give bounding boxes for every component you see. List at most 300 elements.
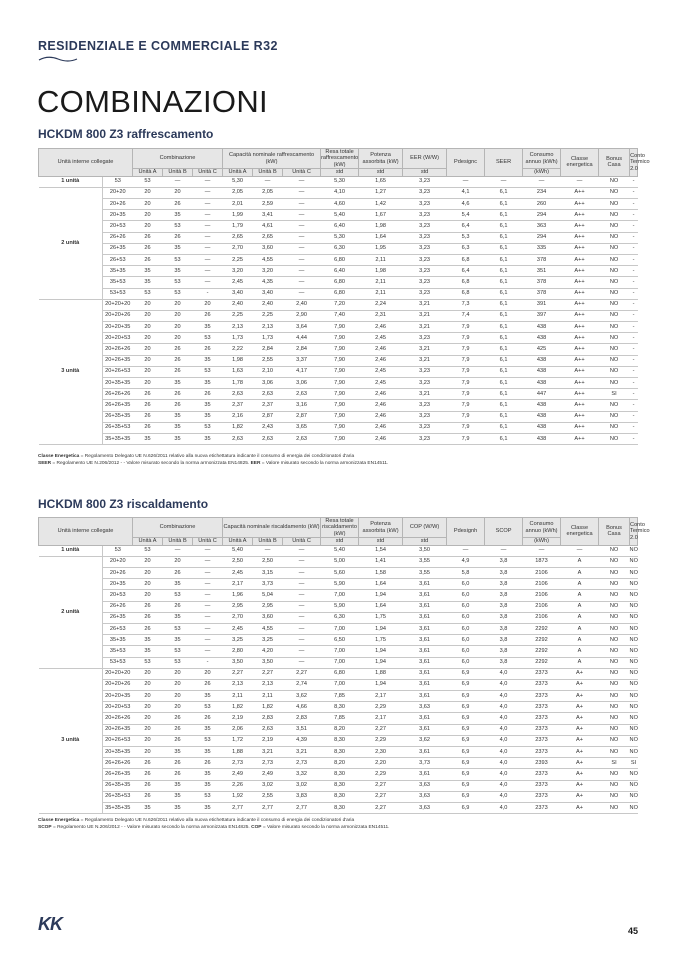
table-cell: 1,73: [253, 333, 283, 344]
table-cell: 1,94: [359, 590, 403, 601]
table-cell: 20: [193, 668, 223, 679]
table-cell: 8,30: [321, 791, 359, 802]
table-cell: 4,66: [283, 702, 321, 713]
table-cell: 20: [163, 310, 193, 321]
table-cell: 8,30: [321, 780, 359, 791]
table-cell: 7,9: [447, 322, 485, 333]
table-cell: NO: [599, 780, 630, 791]
table-cell: 1,64: [359, 601, 403, 612]
note-term: Classe Energetica: [38, 454, 80, 459]
table-cell: 26+35: [103, 612, 133, 623]
table-cell: 7,90: [321, 355, 359, 366]
table-row: [39, 612, 638, 623]
table-row: [39, 691, 638, 702]
table-cell: 20: [163, 556, 193, 567]
table-cell: 2,40: [283, 299, 321, 310]
table-cell: NO: [630, 601, 638, 612]
table-cell: 1,94: [359, 646, 403, 657]
table-cell: 3,20: [253, 266, 283, 277]
table-header-cell: Unità A: [223, 169, 253, 176]
table-cell: 3,55: [403, 556, 447, 567]
table-cell: 1,98: [359, 221, 403, 232]
table-cell: 6,80: [321, 668, 359, 679]
table-cell: 6,8: [447, 254, 485, 265]
table-cell: 35: [163, 612, 193, 623]
table-cell: 4,10: [321, 187, 359, 198]
table-cell: 26: [163, 400, 193, 411]
table-cell: 260: [523, 199, 561, 210]
table-cell: -: [630, 277, 638, 288]
table-header-cell: std: [403, 538, 447, 545]
table-cell: A++: [561, 366, 599, 377]
table-cell: 2,65: [223, 232, 253, 243]
table-cell: NO: [599, 333, 630, 344]
table-cell: 6,0: [447, 635, 485, 646]
table-cell: 2,25: [223, 254, 253, 265]
table-cell: —: [283, 646, 321, 657]
table-header-cell: Resa totale raffrescamento (kW): [321, 149, 359, 168]
table-cell: A++: [561, 210, 599, 221]
table-cell: 1,96: [223, 590, 253, 601]
table-row: [39, 310, 638, 321]
page-number: 45: [627, 926, 638, 936]
table-cell: —: [193, 545, 223, 556]
table-cell: 6,80: [321, 288, 359, 299]
table-cell: 6,30: [321, 612, 359, 623]
table-cell: 3,23: [403, 254, 447, 265]
table-cell: 3,21: [403, 344, 447, 355]
section-header: RESIDENZIALE E COMMERCIALE R32: [38, 39, 278, 53]
table-cell: 6,1: [485, 422, 523, 433]
table-cell: 53: [163, 221, 193, 232]
table-cell: A: [561, 601, 599, 612]
table-cell: 7,90: [321, 333, 359, 344]
table-cell: 2,46: [359, 389, 403, 400]
table-cell: NO: [599, 556, 630, 567]
table-cell: NO: [599, 355, 630, 366]
note-term: SEER: [38, 461, 52, 466]
table-header-cell: COP (W/W): [403, 518, 447, 538]
table-cell: 2,49: [223, 769, 253, 780]
table-cell: 6,30: [321, 243, 359, 254]
table-cell: -: [630, 389, 638, 400]
table-cell: 26: [163, 601, 193, 612]
table-cell: 26: [133, 623, 163, 634]
table-cell: —: [283, 232, 321, 243]
table-cell: 2,46: [359, 422, 403, 433]
table-cell: 35: [193, 691, 223, 702]
table-cell: 1,98: [223, 355, 253, 366]
table-cell: 35: [133, 802, 163, 813]
table-cell: 2,63: [253, 724, 283, 735]
table-cell: 26: [133, 422, 163, 433]
table-cell: 3,65: [283, 422, 321, 433]
table-cell: —: [193, 221, 223, 232]
table-cell: 20: [163, 333, 193, 344]
table-cell: 2,31: [359, 310, 403, 321]
table-cell: 20: [133, 366, 163, 377]
table-cell: 7,85: [321, 691, 359, 702]
table-cell: —: [561, 545, 599, 556]
table-cell: NO: [599, 568, 630, 579]
table-cell: 2,17: [223, 579, 253, 590]
table-header-cell: SEER: [485, 149, 523, 177]
table-cell: 2,45: [223, 568, 253, 579]
table-cell: 6,1: [485, 221, 523, 232]
table-cell: 5,30: [321, 232, 359, 243]
table-cell: 26: [133, 243, 163, 254]
table-cell: 26: [163, 232, 193, 243]
table-cell: 20: [133, 378, 163, 389]
table-cell: NO: [630, 635, 638, 646]
table-cell: —: [193, 277, 223, 288]
table-cell: A+: [561, 769, 599, 780]
table-cell: 6,9: [447, 735, 485, 746]
table-cell: 6,0: [447, 623, 485, 634]
table-cell: A+: [561, 668, 599, 679]
table-cell: 53: [193, 366, 223, 377]
table-cell: 20+53: [103, 590, 133, 601]
table-cell: 3,25: [253, 635, 283, 646]
table-cell: 6,9: [447, 724, 485, 735]
table-header-cell: Unità C: [283, 538, 321, 545]
table-cell: 2373: [523, 713, 561, 724]
table-cell: 35: [163, 579, 193, 590]
table-cell: 294: [523, 232, 561, 243]
table-cell: 351: [523, 266, 561, 277]
table-cell: 35: [193, 400, 223, 411]
table-cell: 2,05: [223, 187, 253, 198]
table-cell: 3,73: [403, 758, 447, 769]
table-cell: NO: [599, 612, 630, 623]
table-cell: 20+26+26: [103, 713, 133, 724]
table-cell: 7,90: [321, 433, 359, 444]
table-cell: 2,63: [223, 433, 253, 444]
table-header-cell: Capacità nominale raffrescamento (kW): [223, 149, 321, 169]
table-cell: 7,00: [321, 679, 359, 690]
table-cell: A+: [561, 802, 599, 813]
table-cell: NO: [630, 691, 638, 702]
table-cell: A++: [561, 232, 599, 243]
table-cell: 378: [523, 288, 561, 299]
table-header-cell: Capacità nominale riscaldamento (kW): [223, 518, 321, 538]
table-cell: 20+20: [103, 556, 133, 567]
table-cell: 6,0: [447, 612, 485, 623]
table-cell: 3,63: [403, 780, 447, 791]
table-cell: 2,63: [223, 389, 253, 400]
table-cell: 6,80: [321, 254, 359, 265]
table-cell: 1,75: [359, 612, 403, 623]
table-cell: 20: [133, 333, 163, 344]
table-row: [39, 579, 638, 590]
table-cell: —: [193, 187, 223, 198]
table-cell: 2,49: [253, 769, 283, 780]
table-cell: NO: [630, 623, 638, 634]
table-cell: 7,00: [321, 590, 359, 601]
table-cell: A+: [561, 735, 599, 746]
table-cell: 2373: [523, 668, 561, 679]
table-cell: 7,9: [447, 344, 485, 355]
table-cell: 4,39: [283, 735, 321, 746]
table-header-cell: Unità A: [133, 169, 163, 176]
table-cell: 3,8: [485, 601, 523, 612]
table-cell: 53: [193, 735, 223, 746]
table-cell: 2292: [523, 657, 561, 668]
table-cell: 2,11: [253, 691, 283, 702]
table-cell: NO: [630, 556, 638, 567]
table-row: [39, 668, 638, 679]
table-row: [39, 199, 638, 210]
table-cell: 3,21: [403, 310, 447, 321]
table-cell: 20: [133, 702, 163, 713]
table-cell: A: [561, 590, 599, 601]
table-cell: 8,30: [321, 702, 359, 713]
table-cell: 6,9: [447, 780, 485, 791]
table-cell: 26: [133, 758, 163, 769]
table-cell: —: [193, 199, 223, 210]
table-header-cell: Unità interne collegate: [39, 518, 133, 546]
table-cell: 2,05: [253, 187, 283, 198]
table-cell: 2106: [523, 601, 561, 612]
table-cell: 3,61: [403, 657, 447, 668]
table-cell: -: [630, 355, 638, 366]
table-cell: 1,63: [223, 366, 253, 377]
table-cell: —: [283, 187, 321, 198]
table-cell: 2,65: [253, 232, 283, 243]
table-cell: 20: [133, 210, 163, 221]
table-cell: 2,50: [253, 556, 283, 567]
table-cell: 20+26+35: [103, 724, 133, 735]
table-cell: 26: [133, 411, 163, 422]
table-cell: -: [193, 657, 223, 668]
table-cell: NO: [599, 579, 630, 590]
table-row: [39, 266, 638, 277]
table-cell: 4,0: [485, 702, 523, 713]
table-cell: 26+35+53: [103, 791, 133, 802]
table-cell: 6,9: [447, 769, 485, 780]
table-cell: A: [561, 657, 599, 668]
table-cell: 2,77: [253, 802, 283, 813]
table-cell: 1,54: [359, 545, 403, 556]
table-cell: 397: [523, 310, 561, 321]
table-cell: 2,13: [253, 679, 283, 690]
table-cell: 26: [133, 400, 163, 411]
table-cell: 7,9: [447, 366, 485, 377]
table-cell: 20: [133, 556, 163, 567]
table-cell: 1,42: [359, 199, 403, 210]
table-cell: NO: [599, 277, 630, 288]
table-cell: 3,55: [403, 568, 447, 579]
table-cell: 3,60: [253, 612, 283, 623]
table-cell: 2,24: [359, 299, 403, 310]
table-cell: —: [193, 635, 223, 646]
table-cell: 4,0: [485, 713, 523, 724]
table-row: [39, 277, 638, 288]
table-cell: 53: [163, 277, 193, 288]
table-cell: 20+20+20: [103, 668, 133, 679]
table-cell: -: [630, 378, 638, 389]
table-cell: NO: [599, 668, 630, 679]
table-cell: 3,8: [485, 635, 523, 646]
table-cell: 53: [163, 623, 193, 634]
table-cell: 438: [523, 333, 561, 344]
table-cell: 26+35: [103, 243, 133, 254]
table-cell: 1,95: [359, 243, 403, 254]
table-cell: 2,10: [253, 366, 283, 377]
table-cell: 35: [193, 355, 223, 366]
table-cell: 35+53: [103, 277, 133, 288]
table-cell: 8,20: [321, 724, 359, 735]
table-row: [39, 433, 638, 444]
table-cell: 20+53: [103, 221, 133, 232]
table-row: [39, 422, 638, 433]
table-cell: 1,94: [359, 657, 403, 668]
table-cell: 4,0: [485, 802, 523, 813]
table-cell: 20+26+53: [103, 735, 133, 746]
table-cell: 7,9: [447, 433, 485, 444]
table-cell: 20+20+35: [103, 691, 133, 702]
table-cell: NO: [599, 254, 630, 265]
table-cell: 5,40: [321, 210, 359, 221]
table-cell: 53: [133, 545, 163, 556]
table-row: [39, 210, 638, 221]
table-row: [39, 769, 638, 780]
table-cell: A++: [561, 310, 599, 321]
table-cell: 2,26: [223, 780, 253, 791]
table-row: [39, 780, 638, 791]
table-cell: 438: [523, 355, 561, 366]
table-cell: 3,61: [403, 713, 447, 724]
table-cell: NO: [599, 344, 630, 355]
cooling-table: [38, 148, 650, 445]
group-label: 2 unità: [39, 556, 103, 668]
table-row: [39, 221, 638, 232]
table-cell: 1,88: [359, 668, 403, 679]
table-cell: 6,9: [447, 691, 485, 702]
table-cell: 2,19: [223, 713, 253, 724]
table-cell: 6,9: [447, 668, 485, 679]
table-cell: 3,61: [403, 769, 447, 780]
table-cell: 6,1: [485, 366, 523, 377]
table-cell: 7,90: [321, 322, 359, 333]
table-cell: 2,84: [283, 344, 321, 355]
table-cell: -: [193, 288, 223, 299]
table-cell: 7,40: [321, 310, 359, 321]
table-cell: A++: [561, 243, 599, 254]
table-cell: A: [561, 623, 599, 634]
table-cell: 2106: [523, 568, 561, 579]
table-cell: 53: [193, 333, 223, 344]
table-cell: A+: [561, 758, 599, 769]
table-cell: 20+20+53: [103, 702, 133, 713]
table-cell: —: [283, 254, 321, 265]
table-cell: 7,9: [447, 400, 485, 411]
table-cell: NO: [599, 266, 630, 277]
table-cell: A++: [561, 277, 599, 288]
table-cell: 35: [163, 791, 193, 802]
table-cell: -: [630, 288, 638, 299]
table-cell: 3,62: [403, 735, 447, 746]
table-cell: —: [283, 288, 321, 299]
table-cell: 2,83: [253, 713, 283, 724]
table-cell: —: [193, 254, 223, 265]
table-cell: 7,9: [447, 333, 485, 344]
table-cell: A++: [561, 433, 599, 444]
table-row: [39, 657, 638, 668]
table-cell: 2,27: [359, 802, 403, 813]
table-cell: 3,02: [253, 780, 283, 791]
table-cell: 2,27: [283, 668, 321, 679]
table-cell: 35: [193, 433, 223, 444]
table-cell: 3,50: [223, 657, 253, 668]
table-cell: 2,17: [359, 713, 403, 724]
table-cell: NO: [599, 433, 630, 444]
table-cell: 2292: [523, 623, 561, 634]
table-cell: A++: [561, 288, 599, 299]
table-cell: 53+53: [103, 657, 133, 668]
table-cell: 1,94: [359, 679, 403, 690]
table-row: [39, 646, 638, 657]
table-cell: 2,11: [359, 254, 403, 265]
table-cell: 26: [163, 769, 193, 780]
table-cell: 6,0: [447, 646, 485, 657]
table-cell: NO: [630, 646, 638, 657]
table-cell: 6,1: [485, 355, 523, 366]
table-cell: —: [447, 545, 485, 556]
table-cell: 1,79: [223, 221, 253, 232]
table-row: [39, 556, 638, 567]
table-cell: 35: [193, 724, 223, 735]
table-cell: 5,04: [253, 590, 283, 601]
table-header-cell: Conto Termico 2.0: [630, 149, 638, 177]
table-cell: 2,87: [253, 411, 283, 422]
table-cell: —: [283, 623, 321, 634]
table-cell: 3,62: [283, 691, 321, 702]
table-cell: 35+53: [103, 646, 133, 657]
table-cell: 1,92: [223, 791, 253, 802]
table-cell: 2,63: [253, 433, 283, 444]
table-row: [39, 333, 638, 344]
table-cell: NO: [599, 735, 630, 746]
note-text: = Valore misurato secondo la norma armonizzata EN14511.: [261, 825, 390, 830]
table-header-cell: Classe energetica: [561, 149, 599, 177]
table-cell: 7,00: [321, 657, 359, 668]
group-label: 1 unità: [39, 545, 103, 556]
table-cell: 6,80: [321, 277, 359, 288]
table-cell: 6,1: [485, 378, 523, 389]
table-cell: 4,20: [253, 646, 283, 657]
table-cell: 335: [523, 243, 561, 254]
table-cell: 6,1: [485, 243, 523, 254]
table-cell: 3,41: [253, 210, 283, 221]
table-cell: 35: [193, 780, 223, 791]
table-cell: 1,58: [359, 568, 403, 579]
table-cell: 26: [193, 310, 223, 321]
table-cell: 2,27: [359, 791, 403, 802]
table-cell: NO: [599, 545, 630, 556]
group-label: 1 unità: [39, 176, 103, 187]
table-cell: 20: [163, 679, 193, 690]
table-header-cell: Unità A: [133, 538, 163, 545]
table-cell: A: [561, 635, 599, 646]
table-cell: NO: [630, 590, 638, 601]
table-cell: 2292: [523, 646, 561, 657]
table-cell: 3,8: [485, 612, 523, 623]
table-cell: 3,61: [403, 679, 447, 690]
table-cell: 3,21: [403, 299, 447, 310]
table-cell: NO: [599, 747, 630, 758]
table-row: [39, 623, 638, 634]
